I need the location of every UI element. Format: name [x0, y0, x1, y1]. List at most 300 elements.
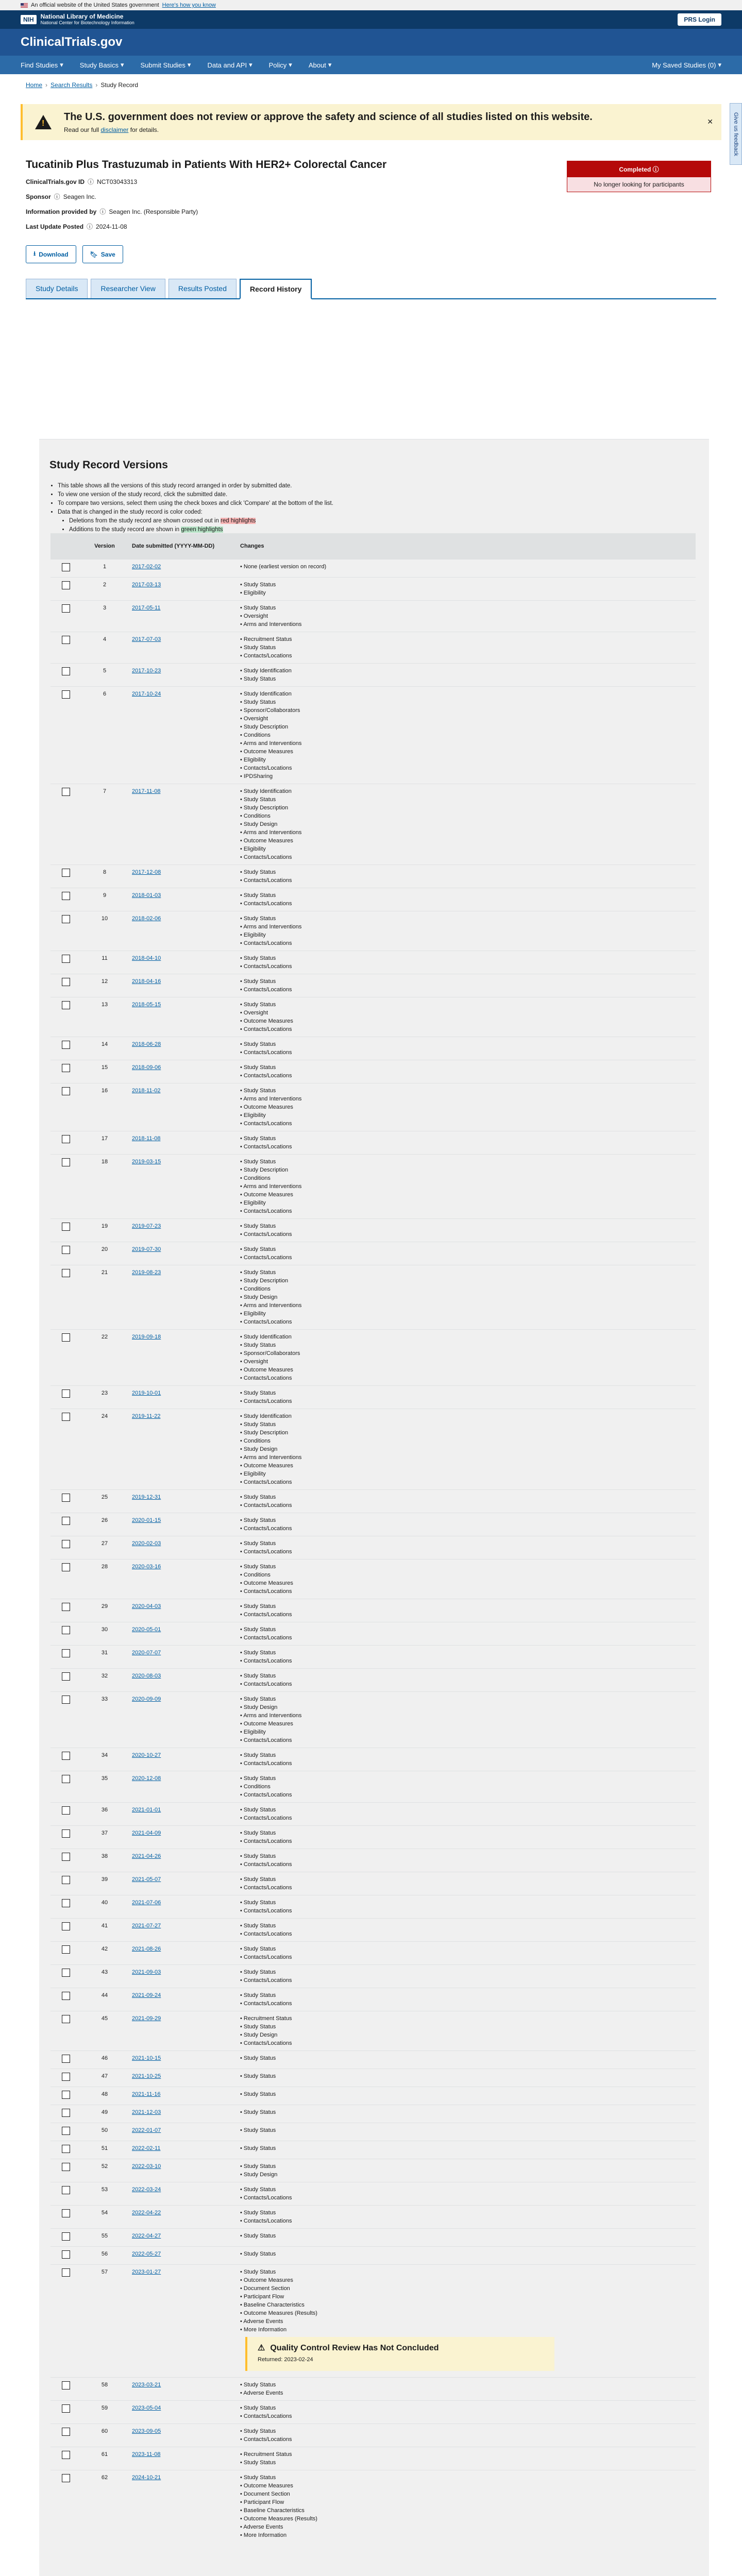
table-row — [50, 865, 696, 888]
version-date-link[interactable]: 2021-01-01 — [132, 1806, 161, 1813]
version-date-link[interactable]: 2020-12-08 — [132, 1775, 161, 1782]
change-item: • Adverse Events — [240, 2389, 692, 2397]
version-checkbox[interactable] — [62, 1649, 70, 1657]
change-item: • Study Status — [240, 2090, 692, 2098]
version-date-link[interactable]: 2019-07-30 — [132, 1246, 161, 1252]
version-changes-cell — [236, 2246, 696, 2264]
version-date-cell — [128, 1037, 236, 1060]
version-checkbox[interactable] — [62, 2268, 70, 2277]
save-button[interactable] — [82, 245, 123, 263]
version-checkbox[interactable] — [62, 1752, 70, 1760]
version-date-link[interactable]: 2023-09-05 — [132, 2428, 161, 2434]
version-checkbox[interactable] — [62, 2055, 70, 2063]
version-date-link[interactable]: 2017-10-23 — [132, 667, 161, 674]
version-date-link[interactable]: 2024-10-21 — [132, 2474, 161, 2481]
prs-login-button[interactable]: PRS Login — [678, 13, 721, 26]
row-checkbox-cell — [50, 2400, 81, 2424]
version-checkbox[interactable] — [62, 1540, 70, 1548]
tab-study-details[interactable]: Study Details — [26, 279, 88, 298]
version-checkbox[interactable] — [62, 1494, 70, 1502]
version-checkbox[interactable] — [62, 2073, 70, 2081]
row-checkbox-cell — [50, 1265, 81, 1329]
version-checkbox[interactable] — [62, 1969, 70, 1977]
version-checkbox[interactable] — [62, 1853, 70, 1861]
version-checkbox[interactable] — [62, 1563, 70, 1571]
version-changes-cell — [236, 865, 696, 888]
version-date-link[interactable]: 2021-04-26 — [132, 1853, 161, 1859]
change-item: • Contacts/Locations — [240, 1611, 692, 1619]
version-checkbox[interactable] — [62, 1829, 70, 1838]
change-item: • Study Design — [240, 1293, 692, 1301]
version-changes-cell — [236, 1060, 696, 1083]
download-button[interactable] — [26, 245, 76, 263]
version-date-link[interactable]: 2019-08-23 — [132, 1269, 161, 1276]
version-date-link[interactable]: 2017-12-08 — [132, 869, 161, 875]
change-item: • Study Status — [240, 1875, 692, 1884]
info-icon[interactable]: ⓘ — [87, 223, 93, 230]
row-checkbox-cell — [50, 1559, 81, 1599]
version-number: 61 — [81, 2447, 128, 2470]
version-date-link[interactable]: 2020-10-27 — [132, 1752, 161, 1758]
version-date-link[interactable]: 2020-01-15 — [132, 1517, 161, 1523]
change-item: • Outcome Measures — [240, 1579, 692, 1587]
version-checkbox[interactable] — [62, 2428, 70, 2436]
change-item: • Conditions — [240, 731, 692, 739]
change-item: • Arms and Interventions — [240, 1711, 692, 1720]
version-date-cell — [128, 1849, 236, 1872]
version-checkbox[interactable] — [62, 2474, 70, 2482]
version-changes-cell — [236, 2447, 696, 2470]
version-number: 8 — [81, 865, 128, 888]
table-row — [50, 686, 696, 784]
change-item: • Arms and Interventions — [240, 1095, 692, 1103]
nav-about[interactable] — [309, 61, 332, 69]
change-item: • Contacts/Locations — [240, 2039, 692, 2047]
version-date-link[interactable]: 2020-04-03 — [132, 1603, 161, 1609]
version-checkbox[interactable] — [62, 955, 70, 963]
breadcrumb-home[interactable]: Home — [26, 81, 43, 89]
version-checkbox[interactable] — [62, 2127, 70, 2135]
version-checkbox[interactable] — [62, 892, 70, 900]
version-date-link[interactable]: 2020-09-09 — [132, 1696, 161, 1702]
version-number: 15 — [81, 1060, 128, 1083]
sponsor-name: Seagen Inc. — [63, 193, 96, 200]
version-date-link[interactable]: 2023-01-27 — [132, 2268, 161, 2275]
version-date-link[interactable]: 2022-02-11 — [132, 2145, 161, 2151]
change-item: • Study Design — [240, 1445, 692, 1453]
version-date-link[interactable]: 2021-05-07 — [132, 1876, 161, 1883]
change-item: • Contacts/Locations — [240, 1318, 692, 1326]
version-date-link[interactable]: 2021-09-29 — [132, 2015, 161, 2022]
version-number: 34 — [81, 1748, 128, 1771]
table-row — [50, 2087, 696, 2105]
site-logo[interactable]: ClinicalTrials.gov — [21, 35, 123, 49]
change-item: • Study Description — [240, 804, 692, 812]
version-date-link[interactable]: 2018-05-15 — [132, 1001, 161, 1008]
version-number: 26 — [81, 1513, 128, 1536]
info-icon[interactable]: ⓘ — [99, 208, 106, 215]
nav-find-studies[interactable] — [21, 61, 63, 69]
table-row — [50, 2050, 696, 2069]
change-item: • Study Status — [240, 1087, 692, 1095]
row-checkbox-cell — [50, 1895, 81, 1918]
row-checkbox-cell — [50, 663, 81, 686]
close-icon[interactable]: ✕ — [707, 117, 713, 126]
version-date-link[interactable]: 2022-03-24 — [132, 2186, 161, 2193]
version-checkbox[interactable] — [62, 581, 70, 589]
gov-banner-link[interactable]: Here's how you know — [162, 2, 216, 8]
version-date-link[interactable]: 2017-07-03 — [132, 636, 161, 642]
change-item: • Contacts/Locations — [240, 2217, 692, 2225]
changes-list — [240, 2473, 692, 2539]
version-date-link[interactable]: 2019-10-01 — [132, 1389, 161, 1396]
changes-list — [240, 1516, 692, 1533]
version-checkbox[interactable] — [62, 1672, 70, 1681]
version-number: 17 — [81, 1131, 128, 1154]
version-checkbox[interactable] — [62, 1223, 70, 1231]
version-date-link[interactable]: 2022-04-27 — [132, 2232, 161, 2239]
version-checkbox[interactable] — [62, 1064, 70, 1072]
version-date-link[interactable]: 2018-01-03 — [132, 892, 161, 899]
change-item: • Outcome Measures — [240, 1720, 692, 1728]
version-date-link[interactable]: 2017-03-13 — [132, 581, 161, 588]
nav-policy[interactable] — [269, 61, 292, 69]
change-item: • Arms and Interventions — [240, 828, 692, 837]
version-checkbox[interactable] — [62, 2381, 70, 2389]
changes-list — [240, 1563, 692, 1596]
change-item: • Study Status — [240, 1341, 692, 1349]
disclaimer-link[interactable]: disclaimer — [100, 126, 129, 133]
change-item: • Study Status — [240, 1516, 692, 1524]
change-item: • Study Status — [240, 1899, 692, 1907]
version-checkbox[interactable] — [62, 869, 70, 877]
tab-researcher-view[interactable]: Researcher View — [91, 279, 165, 298]
change-item: • Study Design — [240, 820, 692, 828]
version-date-cell — [128, 1771, 236, 1802]
instruction-deleted — [69, 517, 709, 526]
version-date-link[interactable]: 2021-08-26 — [132, 1945, 161, 1952]
version-date-link[interactable]: 2018-11-08 — [132, 1135, 161, 1142]
change-item: • Study Status — [240, 1945, 692, 1953]
version-changes-cell — [236, 1599, 696, 1622]
version-checkbox[interactable] — [62, 667, 70, 675]
version-changes-cell — [236, 997, 696, 1037]
change-item: • Study Status — [240, 2209, 692, 2217]
version-date-link[interactable]: 2020-07-07 — [132, 1649, 161, 1656]
table-row — [50, 1489, 696, 1513]
nav-submit-studies[interactable] — [140, 61, 191, 69]
table-row — [50, 2141, 696, 2159]
version-date-link[interactable]: 2023-11-08 — [132, 2451, 161, 2458]
row-checkbox-cell — [50, 1385, 81, 1409]
versions-table-wrap — [50, 533, 696, 2543]
version-date-link[interactable]: 2019-11-22 — [132, 1413, 161, 1419]
tab-results-posted[interactable]: Results Posted — [168, 279, 237, 298]
version-date-link[interactable]: 2022-01-07 — [132, 2127, 161, 2133]
changes-list — [240, 1649, 692, 1665]
version-checkbox[interactable] — [62, 690, 70, 699]
row-checkbox-cell — [50, 1622, 81, 1645]
version-number: 44 — [81, 1988, 128, 2011]
change-item: • Eligibility — [240, 1470, 692, 1478]
changes-list — [240, 2126, 692, 2134]
breadcrumb-search-results[interactable]: Search Results — [50, 81, 93, 89]
version-checkbox[interactable] — [62, 1876, 70, 1884]
version-checkbox[interactable] — [62, 1135, 70, 1143]
version-date-link[interactable]: 2021-09-24 — [132, 1992, 161, 1998]
feedback-tab[interactable]: Give us feedback — [730, 103, 742, 165]
change-item: • Contacts/Locations — [240, 1736, 692, 1744]
version-date-link[interactable]: 2021-11-16 — [132, 2091, 161, 2097]
chevron-right-icon: › — [45, 81, 48, 89]
table-row — [50, 1918, 696, 1941]
version-date-cell — [128, 1895, 236, 1918]
version-date-link[interactable]: 2022-03-10 — [132, 2163, 161, 2170]
version-number: 23 — [81, 1385, 128, 1409]
version-checkbox[interactable] — [62, 2209, 70, 2217]
version-date-link[interactable]: 2017-10-24 — [132, 690, 161, 697]
version-checkbox[interactable] — [62, 2163, 70, 2171]
change-item: • Arms and Interventions — [240, 923, 692, 931]
change-item: • Conditions — [240, 1285, 692, 1293]
version-date-link[interactable]: 2023-03-21 — [132, 2381, 161, 2388]
changes-list — [240, 914, 692, 947]
version-date-link[interactable]: 2021-04-09 — [132, 1829, 161, 1836]
version-number: 56 — [81, 2246, 128, 2264]
table-row — [50, 600, 696, 632]
row-checkbox-cell — [50, 888, 81, 911]
version-checkbox[interactable] — [62, 1001, 70, 1009]
version-checkbox[interactable] — [62, 1041, 70, 1049]
version-date-link[interactable]: 2019-09-18 — [132, 1333, 161, 1340]
chevron-down-icon: ▾ — [249, 61, 252, 69]
nav-label: Submit Studies — [140, 61, 185, 69]
change-item: • Study Status — [240, 1625, 692, 1634]
version-date-link[interactable]: 2019-03-15 — [132, 1158, 161, 1165]
version-checkbox[interactable] — [62, 1899, 70, 1907]
version-date-link[interactable]: 2018-11-02 — [132, 1087, 161, 1094]
table-row — [50, 1536, 696, 1559]
version-date-link[interactable]: 2018-04-16 — [132, 978, 161, 985]
version-date-link[interactable]: 2019-12-31 — [132, 1494, 161, 1500]
version-checkbox[interactable] — [62, 1806, 70, 1815]
version-date-link[interactable]: 2021-12-03 — [132, 2109, 161, 2115]
changes-list — [240, 1852, 692, 1869]
version-changes-cell — [236, 1825, 696, 1849]
version-date-link[interactable]: 2017-05-11 — [132, 604, 161, 611]
version-changes-cell — [236, 1988, 696, 2011]
changes-list — [240, 2209, 692, 2225]
version-changes-cell — [236, 2141, 696, 2159]
version-checkbox[interactable] — [62, 1992, 70, 2000]
status-badge — [567, 161, 711, 177]
version-checkbox[interactable] — [62, 1158, 70, 1166]
record-heading: Study Record Versions — [49, 459, 168, 471]
version-date-cell — [128, 974, 236, 997]
change-item: • Adverse Events — [240, 2317, 692, 2326]
version-checkbox[interactable] — [62, 2109, 70, 2117]
change-item: • Outcome Measures (Results) — [240, 2515, 692, 2523]
version-date-link[interactable]: 2018-02-06 — [132, 915, 161, 922]
version-date-link[interactable]: 2021-07-27 — [132, 1922, 161, 1929]
changes-list — [240, 1539, 692, 1556]
version-checkbox[interactable] — [62, 2145, 70, 2153]
version-checkbox[interactable] — [62, 978, 70, 986]
change-item: • Contacts/Locations — [240, 1253, 692, 1262]
saved-studies-link[interactable] — [652, 61, 721, 69]
chevron-down-icon: ▾ — [60, 61, 63, 69]
change-item: • Sponsor/Collaborators — [240, 706, 692, 715]
row-checkbox-cell — [50, 1748, 81, 1771]
version-date-link[interactable]: 2022-04-22 — [132, 2209, 161, 2216]
change-item: • Study Status — [240, 1602, 692, 1611]
info-icon[interactable]: ⓘ — [652, 166, 659, 173]
change-item: • Document Section — [240, 2284, 692, 2293]
changes-list — [240, 2054, 692, 2062]
table-row — [50, 1941, 696, 1964]
version-date-link[interactable]: 2018-04-10 — [132, 955, 161, 961]
version-date-link[interactable]: 2023-05-04 — [132, 2404, 161, 2411]
change-item: • Oversight — [240, 1358, 692, 1366]
version-checkbox[interactable] — [62, 563, 70, 571]
version-date-link[interactable]: 2017-02-02 — [132, 563, 161, 570]
info-icon[interactable]: ⓘ — [54, 193, 60, 200]
version-date-cell — [128, 2470, 236, 2543]
version-changes-cell — [236, 2105, 696, 2123]
change-item: • Study Status — [240, 1806, 692, 1814]
row-checkbox-cell — [50, 784, 81, 865]
version-checkbox[interactable] — [62, 1626, 70, 1634]
version-number: 2 — [81, 577, 128, 600]
version-number: 39 — [81, 1872, 128, 1895]
version-changes-cell — [236, 577, 696, 600]
change-item: • Study Status — [240, 1751, 692, 1759]
version-checkbox[interactable] — [62, 604, 70, 613]
version-date-link[interactable]: 2019-07-23 — [132, 1223, 161, 1229]
version-checkbox[interactable] — [62, 2232, 70, 2241]
version-date-link[interactable]: 2022-05-27 — [132, 2250, 161, 2257]
change-item: • Study Identification — [240, 690, 692, 698]
version-checkbox[interactable] — [62, 2186, 70, 2194]
version-checkbox[interactable] — [62, 1333, 70, 1342]
change-item: • Study Identification — [240, 1412, 692, 1420]
change-item: • Study Status — [240, 643, 692, 652]
version-date-link[interactable]: 2018-09-06 — [132, 1064, 161, 1071]
version-checkbox[interactable] — [62, 2404, 70, 2413]
change-item: • Contacts/Locations — [240, 853, 692, 861]
version-date-link[interactable]: 2020-05-01 — [132, 1626, 161, 1633]
change-item: • Arms and Interventions — [240, 1453, 692, 1462]
change-item: • Study Status — [240, 2404, 692, 2412]
version-checkbox[interactable] — [62, 915, 70, 923]
version-date-link[interactable]: 2021-09-03 — [132, 1969, 161, 1975]
chevron-down-icon: ▾ — [289, 61, 292, 69]
version-checkbox[interactable] — [62, 2250, 70, 2259]
version-date-link[interactable]: 2020-03-16 — [132, 1563, 161, 1570]
table-row — [50, 1242, 696, 1265]
nav-data-api[interactable] — [207, 61, 252, 69]
version-number: 42 — [81, 1941, 128, 1964]
version-date-link[interactable]: 2021-10-15 — [132, 2055, 161, 2061]
version-date-link[interactable]: 2020-08-03 — [132, 1672, 161, 1679]
changes-list — [240, 891, 692, 908]
version-checkbox[interactable] — [62, 1413, 70, 1421]
version-date-link[interactable]: 2018-06-28 — [132, 1041, 161, 1047]
chevron-down-icon: ▾ — [328, 61, 332, 69]
nav-label: Policy — [268, 61, 287, 69]
version-number: 53 — [81, 2182, 128, 2205]
tab-record-history[interactable]: Record History — [240, 279, 312, 299]
version-checkbox[interactable] — [62, 1696, 70, 1704]
table-row — [50, 2123, 696, 2141]
changes-list — [240, 1829, 692, 1845]
version-checkbox[interactable] — [62, 1922, 70, 1930]
version-checkbox[interactable] — [62, 1517, 70, 1525]
row-checkbox-cell — [50, 1083, 81, 1131]
version-checkbox[interactable] — [62, 1246, 70, 1254]
version-checkbox[interactable] — [62, 2091, 70, 2099]
row-checkbox-cell — [50, 632, 81, 663]
disclaimer-text — [64, 126, 593, 133]
version-number: 11 — [81, 951, 128, 974]
change-item: • Participant Flow — [240, 2293, 692, 2301]
study-header — [0, 140, 742, 231]
version-changes-cell — [236, 784, 696, 865]
change-item: • Study Design — [240, 2031, 692, 2039]
changes-list — [240, 1245, 692, 1262]
table-row — [50, 2228, 696, 2246]
version-checkbox[interactable] — [62, 1603, 70, 1611]
changes-list — [240, 690, 692, 781]
version-number: 50 — [81, 2123, 128, 2141]
version-date-cell — [128, 2246, 236, 2264]
version-checkbox[interactable] — [62, 1775, 70, 1783]
version-changes-cell — [236, 974, 696, 997]
change-item: • Contacts/Locations — [240, 652, 692, 660]
change-item: • Study Status — [240, 1158, 692, 1166]
us-flag-icon — [21, 3, 28, 8]
version-checkbox[interactable] — [62, 2015, 70, 2023]
version-date-link[interactable]: 2017-11-08 — [132, 788, 161, 794]
version-date-link[interactable]: 2020-02-03 — [132, 1540, 161, 1547]
info-icon[interactable]: ⓘ — [88, 178, 94, 185]
changes-list — [240, 954, 692, 971]
nav-study-basics[interactable] — [80, 61, 124, 69]
change-item: • Study Identification — [240, 667, 692, 675]
version-date-cell — [128, 1622, 236, 1645]
disclaimer-banner — [21, 104, 721, 140]
version-date-link[interactable]: 2021-10-25 — [132, 2073, 161, 2079]
version-checkbox[interactable] — [62, 788, 70, 796]
version-checkbox[interactable] — [62, 2451, 70, 2459]
change-item: • Study Status — [240, 2473, 692, 2482]
version-date-link[interactable]: 2021-07-06 — [132, 1899, 161, 1906]
row-checkbox-cell — [50, 2159, 81, 2182]
row-checkbox-cell — [50, 2377, 81, 2400]
version-checkbox[interactable] — [62, 1945, 70, 1954]
change-item: • Outcome Measures — [240, 2482, 692, 2490]
nlm-logo[interactable] — [21, 13, 134, 25]
version-checkbox[interactable] — [62, 1087, 70, 1095]
version-checkbox[interactable] — [62, 1389, 70, 1398]
status-label: Completed — [619, 166, 651, 173]
version-checkbox[interactable] — [62, 636, 70, 644]
version-checkbox[interactable] — [62, 1269, 70, 1277]
changes-list — [240, 1625, 692, 1642]
table-row — [50, 2264, 696, 2377]
version-number: 21 — [81, 1265, 128, 1329]
changes-list — [240, 868, 692, 885]
